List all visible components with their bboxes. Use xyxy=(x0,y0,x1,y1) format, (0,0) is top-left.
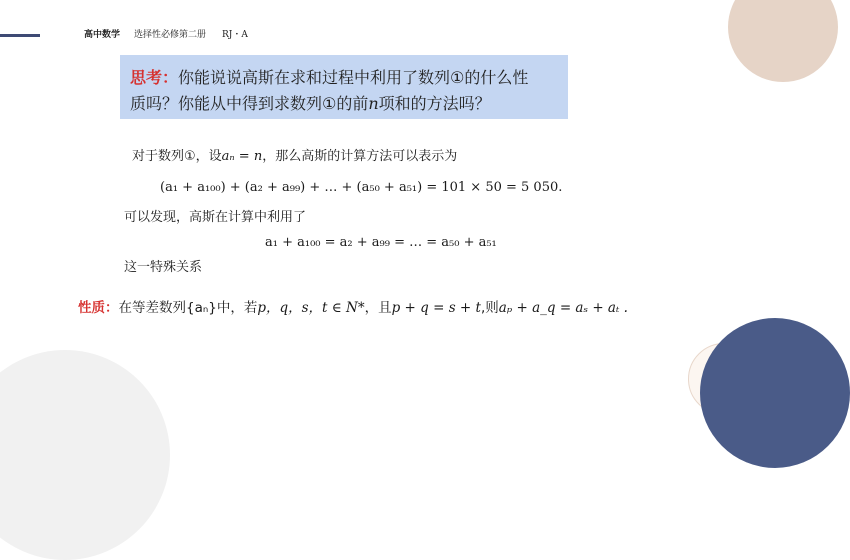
decor-circle-gray xyxy=(0,350,170,560)
question-label: 思考： xyxy=(130,68,179,87)
property-result: aₚ + a_q = aₛ + aₜ . xyxy=(498,300,628,316)
question-text-2a: 质吗？你能从中得到求数列①的前 xyxy=(130,94,369,113)
explanation-text-1a: 对于数列①，设 xyxy=(132,149,222,164)
header-edition: RJ・A xyxy=(222,30,248,40)
explanation-line-3: 可以发现，高斯在计算中利用了 xyxy=(124,210,307,225)
property-vars: p，q，s，t ∈ N* xyxy=(257,300,365,316)
question-line-2 xyxy=(130,91,491,114)
explanation-line-1 xyxy=(132,145,457,164)
property-text-e: ,则 xyxy=(480,300,499,316)
explanation-line-5: 这一特殊关系 xyxy=(124,260,203,275)
explanation-text-1b: ，那么高斯的计算方法可以表示为 xyxy=(262,149,458,164)
question-text-2b: 项和的方法吗？ xyxy=(378,94,491,113)
question-box xyxy=(120,55,568,119)
question-line-1 xyxy=(130,65,528,88)
equality-chain: a₁ + a₁₀₀ = a₂ + a₉₉ = … = a₅₀ + a₅₁ xyxy=(265,235,497,250)
explanation-math-an: aₙ = n xyxy=(221,149,263,164)
property-line xyxy=(78,296,628,316)
sum-expression: (a₁ + a₁₀₀) + (a₂ + a₉₉) + … + (a₅₀ + a₅₁) = 101 × 50 = 5 050. xyxy=(160,180,563,195)
decor-circle-tan xyxy=(728,0,838,82)
property-text-c: ，且 xyxy=(364,300,392,316)
header-volume: 选择性必修第二册 xyxy=(134,30,207,40)
question-text-1: 你能说说高斯在求和过程中利用了数列①的什么性 xyxy=(178,68,529,87)
decor-circle-navy xyxy=(700,318,850,468)
property-condition: p + q = s + t xyxy=(391,300,481,316)
property-text-a: 在等差数列{aₙ}中，若 xyxy=(118,300,258,316)
question-var-n: n xyxy=(368,94,379,113)
header-accent-bar xyxy=(0,34,40,37)
property-label: 性质： xyxy=(78,300,119,316)
header-book: 高中数学 xyxy=(84,30,121,40)
